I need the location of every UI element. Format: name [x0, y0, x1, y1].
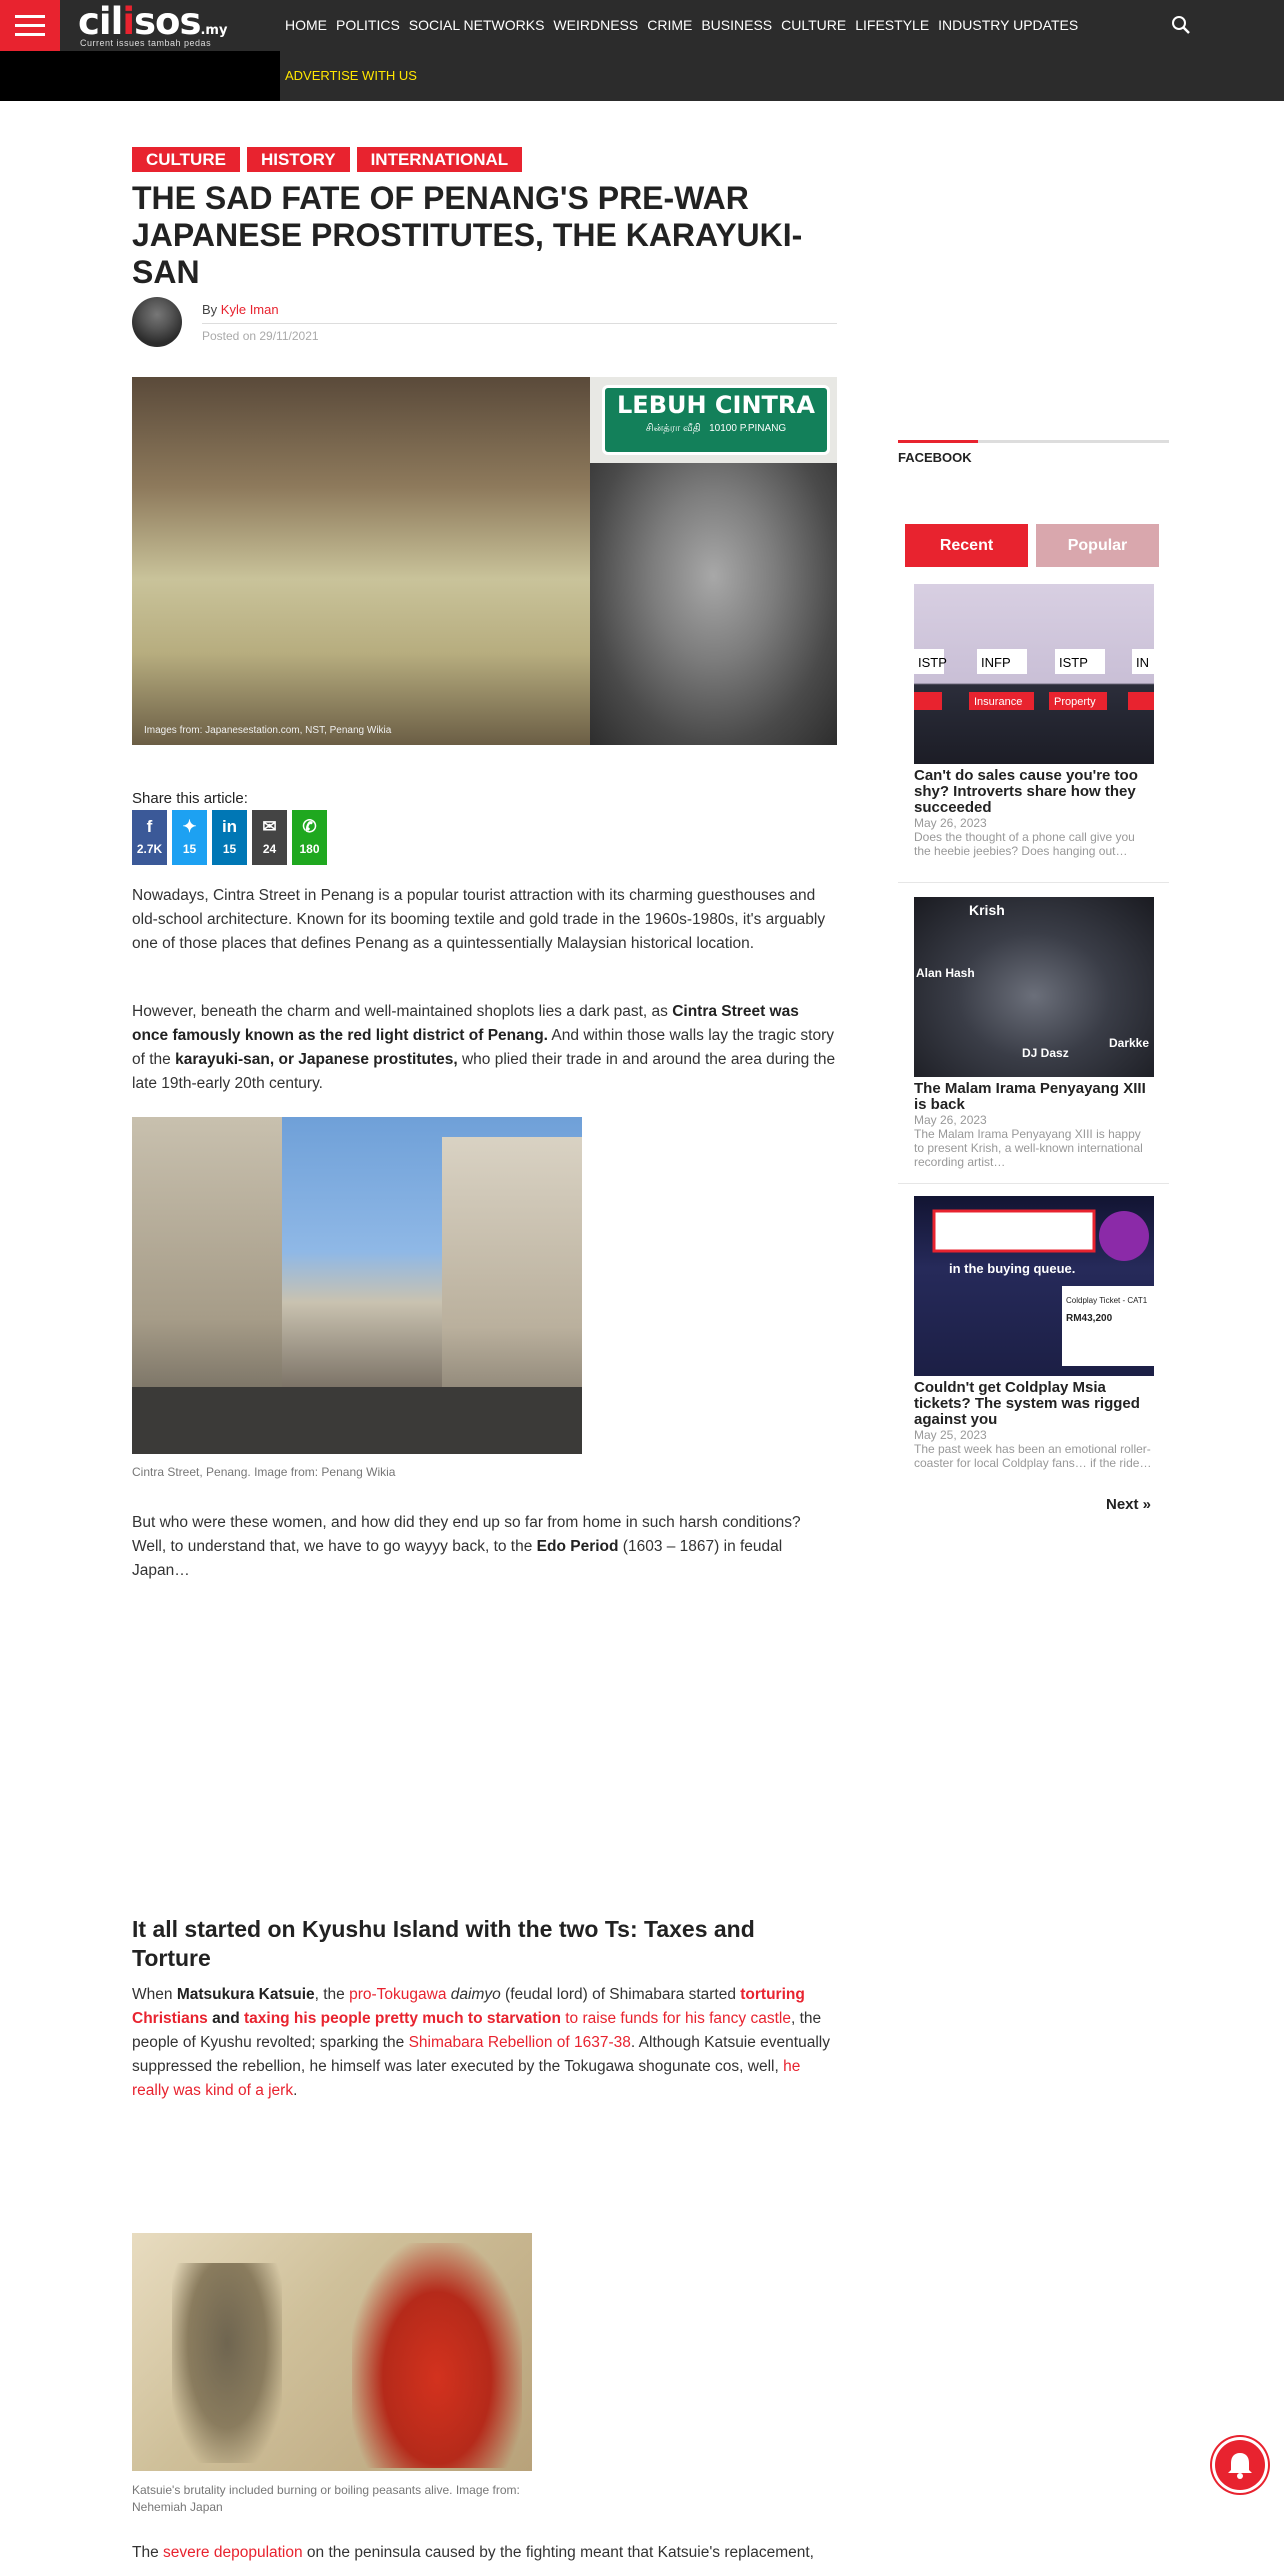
hamburger-icon	[15, 15, 45, 18]
post-title[interactable]: Can't do sales cause you're too shy? Introverts share how they succeeded	[914, 767, 1138, 816]
share-email-button[interactable]	[252, 810, 287, 865]
link-kind-of-a-jerk[interactable]: he really was kind of a jerk	[132, 2058, 801, 2099]
menu-button[interactable]	[0, 0, 60, 51]
ad-slot	[0, 51, 280, 101]
sidebar-post[interactable]	[914, 897, 1154, 1169]
post-title[interactable]: The Malam Irama Penyayang XIII is back	[914, 1080, 1146, 1113]
nav-lifestyle[interactable]: LIFESTYLE	[855, 17, 930, 33]
author-avatar[interactable]	[132, 297, 182, 347]
facebook-icon: f	[146, 817, 153, 836]
main-nav	[285, 17, 1087, 33]
street-sign-tamil: சின்த்ரா வீதி	[645, 423, 701, 434]
site-logo[interactable]: cilisos.my	[78, 0, 228, 43]
nav-weirdness[interactable]: WEIRDNESS	[553, 17, 639, 33]
whatsapp-icon: ✆	[302, 817, 317, 836]
post-excerpt: The past week has been an emotional roller-coaster for local Coldplay fans… if the ride…	[914, 1442, 1152, 1470]
thumb-sign: IN	[1136, 655, 1149, 670]
photo-caption: Cintra Street, Penang. Image from: Penang Wikia	[132, 1465, 396, 1479]
thumb-text: in the buying queue.	[949, 1261, 1076, 1276]
thumb-sign: ISTP	[1059, 655, 1088, 670]
post-thumbnail[interactable]	[914, 897, 1154, 1077]
tab-recent[interactable]: Recent	[905, 524, 1028, 567]
paragraph-katsuie: When Matsukura Katsuie, the pro-Tokugawa daimyo (feudal lord) of Shimabara started torturing Christians and taxing his people pretty much to starvation to raise funds for his fancy castle, the people of Kyushu revolted; sparking the Shimabara Rebellion of 1637-38. Although Katsuie eventually suppressed the rebellion, he himself was later executed by the Tokugawa shogunate cos, well, he really was kind of a jerk.	[132, 1986, 830, 2099]
painting-flames	[352, 2243, 522, 2468]
facebook-divider-accent	[898, 440, 978, 443]
share-whatsapp-button[interactable]	[292, 810, 327, 865]
share-count: 15	[182, 842, 197, 856]
thumbnail-illustration	[914, 1196, 1154, 1376]
category-culture[interactable]: CULTURE	[132, 147, 240, 172]
street-sign-subtitle	[605, 422, 827, 436]
street-sign	[602, 385, 830, 455]
author-link[interactable]: Kyle Iman	[220, 302, 279, 317]
painting-caption: Katsuie's brutality included burning or boiling peasants alive. Image from: Nehemiah Japan	[132, 2483, 520, 2514]
post-thumbnail[interactable]	[914, 1196, 1154, 1376]
link-torturing-christians[interactable]: torturing Christians	[132, 1986, 805, 2027]
paragraph-depopulation: The severe depopulation on the peninsula caused by the fighting meant that Katsuie's replacement,	[132, 2544, 814, 2561]
category-tags	[132, 147, 522, 172]
share-twitter-button[interactable]	[172, 810, 207, 865]
hero-image	[132, 377, 837, 745]
post-excerpt: Does the thought of a phone call give you the heebie jeebies? Does hanging out…	[914, 830, 1135, 858]
share-label: Share this article:	[132, 790, 248, 807]
linkedin-icon: in	[221, 817, 238, 836]
nav-social-networks[interactable]: SOCIAL NETWORKS	[408, 17, 545, 33]
katsuie-painting	[132, 2233, 532, 2471]
sidebar-post[interactable]	[914, 584, 1154, 858]
thumb-sign: INFP	[981, 655, 1011, 670]
byline	[202, 302, 279, 317]
thumbnail-illustration	[914, 897, 1154, 1077]
category-international[interactable]: INTERNATIONAL	[357, 147, 523, 172]
thumb-label: Krish	[969, 902, 1005, 918]
share-facebook-button[interactable]	[132, 810, 167, 865]
thumbnail-illustration	[914, 584, 1154, 764]
hero-credit: Images from: Japanesestation.com, NST, Penang Wikia	[144, 725, 392, 736]
nav-business[interactable]: BUSINESS	[701, 17, 773, 33]
link-shimabara-rebellion[interactable]: Shimabara Rebellion of 1637-38	[408, 2034, 631, 2051]
cintra-street-photo	[132, 1117, 582, 1454]
hero-photo-women	[132, 377, 590, 745]
post-excerpt: The Malam Irama Penyayang XIII is happy to present Krish, a well-known international recording artist…	[914, 1127, 1143, 1169]
article-title: THE SAD FATE OF PENANG'S PRE-WAR JAPANESE PROSTITUTES, THE KARAYUKI-SAN	[132, 180, 803, 290]
tab-popular[interactable]: Popular	[1036, 524, 1159, 567]
email-icon: ✉	[262, 817, 277, 836]
thumb-sign: ISTP	[918, 655, 947, 670]
post-separator	[898, 882, 1169, 883]
street-sign-name: LEBUH CINTRA	[617, 391, 815, 419]
share-count: 15	[222, 842, 237, 856]
hero-portrait	[590, 463, 837, 745]
hamburger-icon-line	[15, 33, 45, 36]
thumb-text: RM43,200	[1066, 1313, 1113, 1324]
paragraph-dark-past: However, beneath the charm and well-maintained shoplots lies a dark past, as Cintra Street was once famously known as the red light district of Penang. And within those walls lay the tragic story of the karayuki-san, or Japanese prostitutes, who plied their trade in and around the area during the late 19th-early 20th century.	[132, 1003, 836, 1092]
link-fancy-castle[interactable]: to raise funds for his fancy castle	[565, 2010, 791, 2027]
category-history[interactable]: HISTORY	[247, 147, 350, 172]
top-navigation-bar	[0, 0, 1284, 101]
post-title[interactable]: Couldn't get Coldplay Msia tickets? The system was rigged against you	[914, 1379, 1140, 1428]
share-buttons	[132, 810, 327, 865]
thumb-tag: Property	[1054, 696, 1096, 708]
nav-culture[interactable]: CULTURE	[781, 17, 847, 33]
site-tagline: Current issues tambah pedas	[80, 38, 212, 48]
share-count: 180	[299, 842, 320, 856]
share-linkedin-button[interactable]	[212, 810, 247, 865]
link-pro-tokugawa[interactable]: pro-Tokugawa	[349, 1986, 447, 2003]
post-date: Posted on 29/11/2021	[202, 329, 319, 343]
post-date: May 26, 2023	[914, 816, 987, 830]
thumb-label: DJ Dasz	[1022, 1046, 1069, 1060]
notification-bell-button[interactable]	[1215, 2440, 1265, 2490]
byline-prefix: By	[202, 302, 218, 317]
share-count: 2.7K	[136, 842, 163, 856]
painting-figure	[172, 2263, 282, 2463]
thumb-tag: Insurance	[974, 696, 1023, 708]
street-road	[132, 1387, 582, 1454]
advertise-link[interactable]: ADVERTISE WITH US	[285, 68, 417, 83]
bell-icon	[1215, 2440, 1265, 2490]
post-separator	[898, 1183, 1169, 1184]
link-taxing[interactable]: taxing his people pretty much to starvation	[243, 2010, 561, 2027]
street-sign-code: 10100 P.PINANG	[709, 423, 787, 434]
thumb-label: Darkke	[1109, 1036, 1150, 1050]
thumb-text: Coldplay Ticket - CAT1	[1066, 1296, 1148, 1305]
nav-industry-updates[interactable]: INDUSTRY UPDATES	[938, 17, 1079, 33]
nav-home[interactable]: HOME	[285, 17, 327, 33]
section-heading: It all started on Kyushu Island with the two Ts: Taxes and Torture	[132, 1916, 755, 1971]
hamburger-icon-line	[15, 24, 45, 27]
thumb-label: Alan Hash	[916, 966, 975, 980]
byline-divider	[202, 323, 837, 324]
nav-crime[interactable]: CRIME	[647, 17, 693, 33]
sidebar-post[interactable]	[914, 1196, 1154, 1470]
nav-politics[interactable]: POLITICS	[336, 17, 400, 33]
link-severe-depopulation[interactable]: severe depopulation	[163, 2544, 303, 2561]
next-page-link[interactable]: Next »	[1106, 1496, 1152, 1513]
facebook-widget-title: FACEBOOK	[898, 450, 972, 465]
twitter-icon: ✦	[182, 817, 197, 836]
post-date: May 26, 2023	[914, 1113, 987, 1127]
paragraph-intro: Nowadays, Cintra Street in Penang is a popular tourist attraction with its charming guesthouses and old-school architecture. Known for its booming textile and gold trade in the 1960s-1980s, it's arguably one of those places that defines Penang as a quintessentially Malaysian historical location.	[132, 887, 826, 952]
share-count: 24	[262, 842, 277, 856]
search-icon[interactable]	[1170, 14, 1192, 36]
post-thumbnail[interactable]	[914, 584, 1154, 764]
post-date: May 25, 2023	[914, 1428, 987, 1442]
paragraph-edo-period: But who were these women, and how did they end up so far from home in such harsh conditions? Well, to understand that, we have to go wayyy back, to the Edo Period (1603 – 1867) in feudal Japan…	[132, 1514, 801, 1579]
